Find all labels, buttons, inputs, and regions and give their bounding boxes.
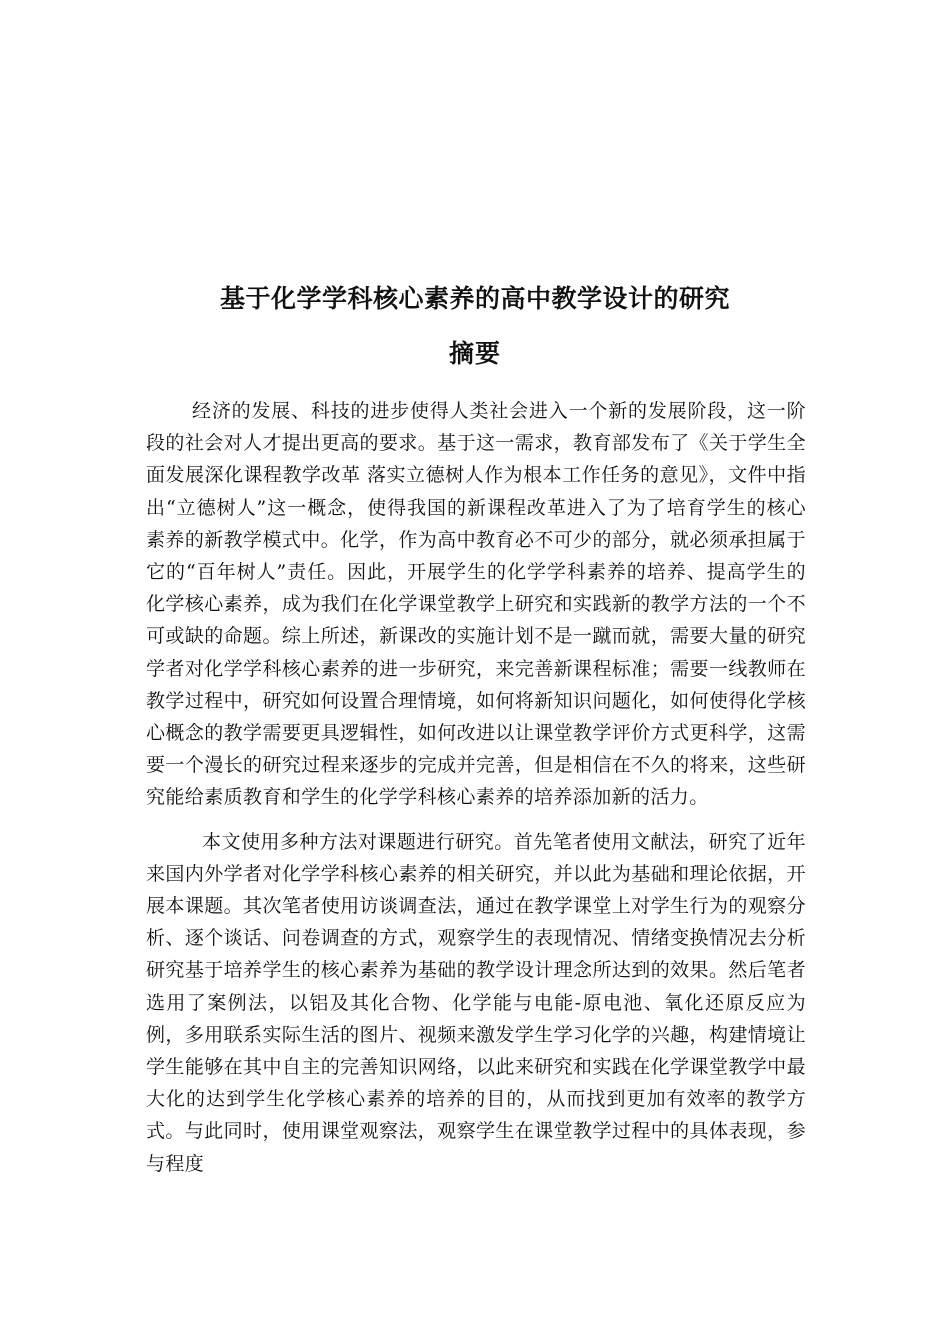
abstract-paragraph-2: 本文使用多种方法对课题进行研究。首先笔者使用文献法，研究了近年来国内外学者对化学学科核心素养的相关研究，并以此为基础和理论依据，开展本课题。其次笔者使用访谈调查法，通过在教学课堂上对学生行为的观察分析、逐个谈话、问卷调查的方式，观察学生的表现情况、情绪变换情况去分析研究基于培养学生的核心素养为基础的教学设计理念所达到的效果。然后笔者选用了案例法，以铝及其化合物、化学能与电能-原电池、氧化还原反应为例，多用联系实际生活的图片、视频来激发学生学习化学的兴趣，构建情境让学生能够在其中自主的完善知识网络，以此来研究和实践在化学课堂教学中最大化的达到学生化学核心素养的培养的目的，从而找到更加有效率的教学方式。与此同时，使用课堂观察法，观察学生在课堂教学过程中的具体表现，参与程度 (146, 830, 806, 1175)
abstract-paragraph-1: 经济的发展、科技的进步使得人类社会进入一个新的发展阶段，这一阶段的社会对人才提出更高的要求。基于这一需求，教育部发布了《关于学生全面发展深化课程教学改革 落实立德树人作为根本工作任务的意见》，文件中指出“立德树人”这一概念，使得我国的新课程改革进入了为了培育学生的核心素养的新教学模式中。化学，作为高中教育必不可少的部分，就必须承担属于它的“百年树人”责任。因此，开展学生的化学学科素养的培养、提高学生的化学核心素养，成为我们在化学课堂教学上研究和实践新的教学方法的一个不可或缺的命题。综上所述，新课改的实施计划不是一蹴而就，需要大量的研究学者对化学学科核心素养的进一步研究，来完善新课程标准；需要一线教师在教学过程中，研究如何设置合理情境，如何将新知识问题化，如何使得化学核心概念的教学需要更具逻辑性，如何改进以让课堂教学评价方式更科学，这需要一个漫长的研究过程来逐步的完成并完善，但是相信在不久的将来，这些研究能给素质教育和学生的化学学科核心素养的培养添加新的活力。 (146, 400, 806, 809)
abstract-body (146, 395, 806, 1180)
paper-title: 基于化学学科核心素养的高中教学设计的研究 (219, 284, 730, 313)
abstract-heading: 摘要 (448, 339, 501, 368)
